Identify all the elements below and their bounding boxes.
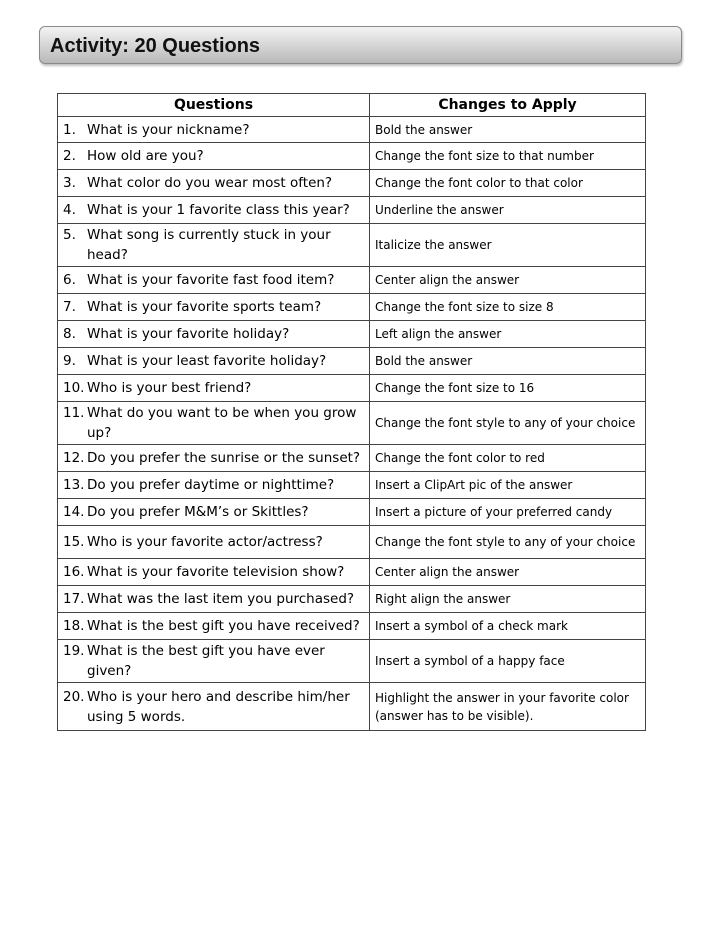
table-row [58, 472, 646, 499]
question-number: 17. [63, 591, 85, 607]
question-cell [58, 613, 370, 640]
table-row [58, 683, 646, 731]
table-row [58, 170, 646, 197]
question-number: 1. [63, 121, 76, 138]
question-number: 8. [63, 326, 76, 342]
question-cell [58, 321, 370, 348]
question-cell [58, 117, 370, 143]
change-cell: Highlight the answer in your favorite color (answer has to be visible). [370, 683, 646, 731]
table-row [58, 224, 646, 267]
change-cell: Change the font color to red [370, 445, 646, 472]
change-cell: Left align the answer [370, 321, 646, 348]
table-header-row [58, 94, 646, 117]
table-row [58, 526, 646, 559]
question-number: 7. [63, 299, 76, 315]
question-number: 9. [63, 353, 76, 369]
question-text: What is your favorite holiday? [87, 326, 290, 342]
question-cell [58, 143, 370, 170]
question-cell [58, 294, 370, 321]
question-number: 10. [63, 380, 85, 396]
table-row [58, 445, 646, 472]
question-text: Who is your favorite actor/actress? [87, 534, 323, 550]
question-cell [58, 224, 370, 267]
change-cell: Change the font style to any of your choice [370, 402, 646, 445]
table-row [58, 613, 646, 640]
question-number: 14. [63, 504, 85, 520]
question-text: Do you prefer M&M’s or Skittles? [87, 504, 309, 520]
question-cell [58, 170, 370, 197]
question-number: 5. [63, 227, 76, 243]
question-text: Do you prefer the sunrise or the sunset? [87, 450, 361, 466]
question-text: What is your favorite fast food item? [87, 272, 335, 288]
question-number: 19. [63, 643, 85, 659]
questions-table [57, 93, 646, 731]
question-number: 15. [63, 534, 85, 550]
table-row [58, 143, 646, 170]
change-cell: Underline the answer [370, 197, 646, 224]
question-text: What is your favorite sports team? [87, 299, 322, 315]
question-number: 11. [63, 405, 85, 421]
table-row [58, 375, 646, 402]
question-cell [58, 683, 370, 731]
change-cell: Italicize the answer [370, 224, 646, 267]
question-cell [58, 267, 370, 294]
table-row [58, 197, 646, 224]
question-cell [58, 586, 370, 613]
table-row [58, 586, 646, 613]
question-text: What song is currently stuck in your head? [87, 227, 331, 263]
question-cell [58, 559, 370, 586]
change-cell: Change the font size to that number [370, 143, 646, 170]
change-cell: Bold the answer [370, 348, 646, 375]
question-text: What is the best gift you have received? [87, 618, 360, 634]
question-text: What is your least favorite holiday? [87, 353, 327, 369]
change-cell: Insert a picture of your preferred candy [370, 499, 646, 526]
question-cell [58, 197, 370, 224]
table-row [58, 267, 646, 294]
table-row [58, 294, 646, 321]
table-row [58, 499, 646, 526]
question-cell [58, 375, 370, 402]
change-cell: Insert a symbol of a check mark [370, 613, 646, 640]
table-body [58, 117, 646, 731]
change-cell: Center align the answer [370, 267, 646, 294]
change-cell: Bold the answer [370, 117, 646, 143]
question-text: What color do you wear most often? [87, 175, 333, 191]
question-text: Who is your best friend? [87, 380, 252, 396]
question-number: 2. [63, 148, 76, 164]
question-cell [58, 348, 370, 375]
table-row [58, 640, 646, 683]
question-number: 16. [63, 564, 85, 580]
question-text: What do you want to be when you grow up? [87, 405, 357, 441]
question-text: Who is your hero and describe him/her using 5 words. [87, 688, 350, 725]
table-row [58, 117, 646, 143]
question-number: 6. [63, 272, 76, 288]
change-cell: Insert a symbol of a happy face [370, 640, 646, 683]
question-number: 3. [63, 175, 76, 191]
question-text: What was the last item you purchased? [87, 591, 355, 607]
change-cell: Center align the answer [370, 559, 646, 586]
question-number: 4. [63, 202, 76, 218]
question-text: What is your 1 favorite class this year? [87, 202, 350, 218]
question-text: Do you prefer daytime or nighttime? [87, 477, 335, 493]
question-number: 18. [63, 618, 85, 634]
title-bar [39, 26, 682, 64]
question-cell [58, 472, 370, 499]
table-row [58, 559, 646, 586]
question-text: What is your favorite television show? [87, 564, 345, 580]
question-number: 20. [63, 688, 85, 705]
question-cell [58, 402, 370, 445]
question-text: How old are you? [87, 148, 204, 164]
question-text: What is your nickname? [87, 121, 250, 138]
question-cell [58, 526, 370, 559]
change-cell: Change the font size to size 8 [370, 294, 646, 321]
change-cell: Change the font style to any of your choice [370, 526, 646, 559]
column-header-changes: Changes to Apply [370, 94, 646, 117]
page-title: Activity: 20 Questions [50, 35, 261, 57]
table-row [58, 402, 646, 445]
question-cell [58, 640, 370, 683]
question-number: 12. [63, 450, 85, 466]
column-header-questions: Questions [58, 94, 370, 117]
change-cell: Right align the answer [370, 586, 646, 613]
question-cell [58, 499, 370, 526]
table-row [58, 348, 646, 375]
question-number: 13. [63, 477, 85, 493]
change-cell: Insert a ClipArt pic of the answer [370, 472, 646, 499]
question-cell [58, 445, 370, 472]
question-text: What is the best gift you have ever given? [87, 643, 325, 679]
table-row [58, 321, 646, 348]
change-cell: Change the font color to that color [370, 170, 646, 197]
change-cell: Change the font size to 16 [370, 375, 646, 402]
